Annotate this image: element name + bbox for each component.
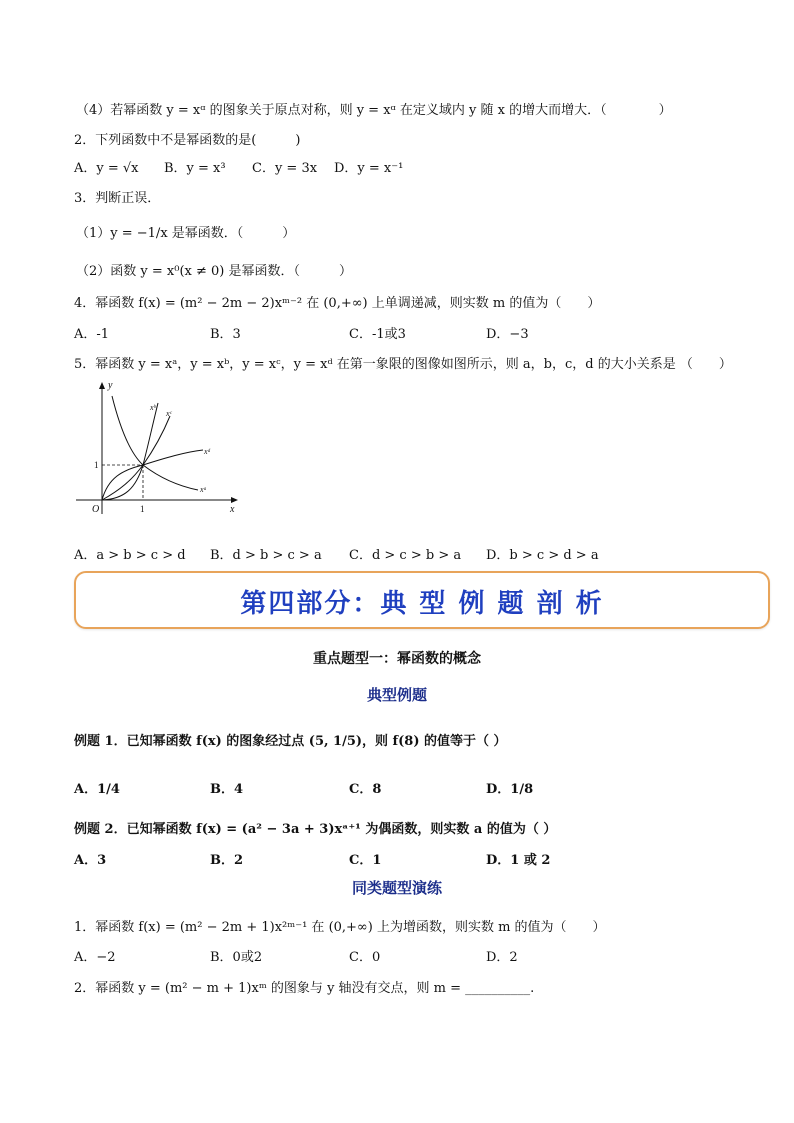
q4-option-a: A．-1 — [74, 327, 110, 342]
axis-label-x: x — [230, 504, 235, 515]
section-banner-title: 第四部分：典 型 例 题 剖 析 — [240, 589, 604, 619]
section-1-title: 重点题型一：幂函数的概念 — [313, 651, 481, 667]
tick-label-y-1: 1 — [94, 460, 99, 470]
power-function-graph — [70, 378, 245, 518]
curve-x-b — [102, 403, 158, 500]
q5-option-a: A．a > b > c > d — [74, 548, 186, 563]
q4-option-c: C．-1或3 — [349, 327, 406, 342]
q5-option-d: D．b > c > d > a — [486, 548, 599, 563]
curve-x-c — [102, 416, 170, 500]
practice-2-text: 2．幂函数 y = (m² − m + 1)xᵐ 的图象与 y 轴没有交点，则 m = __________. — [74, 981, 535, 996]
question-4-stem: 4．幂函数 f(x) = (m² − 2m − 2)xᵐ⁻² 在 (0,+∞) 上单调递减，则实数 m 的值为（ ） — [74, 296, 601, 311]
ex1-option-c: C．8 — [349, 782, 382, 797]
q4-option-b: B．3 — [210, 327, 241, 342]
q5-option-c: C．d > c > b > a — [349, 548, 462, 563]
q2-option-b: B．y = x³ — [164, 161, 226, 176]
curve-label-c: xᶜ — [166, 409, 172, 418]
section-2-title: 同类题型演练 — [351, 879, 442, 897]
axis-label-y: y — [108, 380, 113, 391]
ex2-option-a: A．3 — [74, 853, 107, 868]
q2-option-d: D．y = x⁻¹ — [334, 161, 404, 176]
curve-label-a: xᵃ — [200, 485, 207, 494]
question-3-item-2: （2）函数 y = x⁰(x ≠ 0) 是幂函数．（ ） — [76, 264, 352, 279]
q2-option-a: A．y = √x — [74, 161, 139, 176]
q4-option-d: D．−3 — [486, 327, 529, 342]
question-5-stem: 5．幂函数 y = xᵃ，y = xᵇ，y = xᶜ，y = xᵈ 在第一象限的图像如图所示，则 a，b，c，d 的大小关系是 （ ） — [74, 357, 732, 372]
p1-option-c: C．0 — [349, 950, 381, 965]
ex2-option-d: D．1 或 2 — [486, 853, 551, 868]
question-3-stem: 3．判断正误． — [74, 191, 161, 206]
question-1-4: （4）若幂函数 y = xᵅ 的图象关于原点对称，则 y = xᵅ 在定义域内 y 随 x 的增大而增大．（ ） — [76, 103, 672, 118]
p1-option-d: D．2 — [486, 950, 518, 965]
example-1-text: 例题 1．已知幂函数 f(x) 的图象经过点 (5, 1/5)，则 f(8) 的值等于（ ） — [74, 734, 507, 749]
ex2-option-c: C．1 — [349, 853, 382, 868]
question-2-stem: 2．下列函数中不是幂函数的是( ) — [74, 133, 301, 148]
curve-label-d: xᵈ — [204, 447, 211, 456]
p1-option-b: B．0或2 — [210, 950, 263, 965]
x-axis-arrow — [231, 497, 238, 503]
section-1-subtitle: 典型例题 — [366, 686, 427, 704]
ex1-option-d: D．1/8 — [486, 782, 534, 797]
question-3-item-1: （1）y = −1/x 是幂函数．（ ） — [76, 226, 296, 241]
y-axis-arrow — [99, 382, 105, 389]
ex1-option-a: A．1/4 — [74, 782, 120, 797]
practice-1-text: 1．幂函数 f(x) = (m² − 2m + 1)x²ᵐ⁻¹ 在 (0,+∞) 上为增函数，则实数 m 的值为（ ） — [74, 920, 606, 935]
ex1-option-b: B．4 — [210, 782, 244, 797]
p1-option-a: A．−2 — [74, 950, 116, 965]
curve-label-b: xᵇ — [150, 403, 156, 412]
curve-x-d — [102, 450, 203, 500]
ex2-option-b: B．2 — [210, 853, 244, 868]
example-2-text: 例题 2．已知幂函数 f(x) = (a² − 3a + 3)xᵃ⁺¹ 为偶函数，则实数 a 的值为（ ） — [74, 822, 557, 837]
section-banner — [74, 571, 770, 629]
q2-option-c: C．y = 3x — [252, 161, 318, 176]
tick-label-x-1: 1 — [140, 504, 145, 514]
origin-label: O — [92, 504, 100, 515]
q5-option-b: B．d > b > c > a — [210, 548, 322, 563]
